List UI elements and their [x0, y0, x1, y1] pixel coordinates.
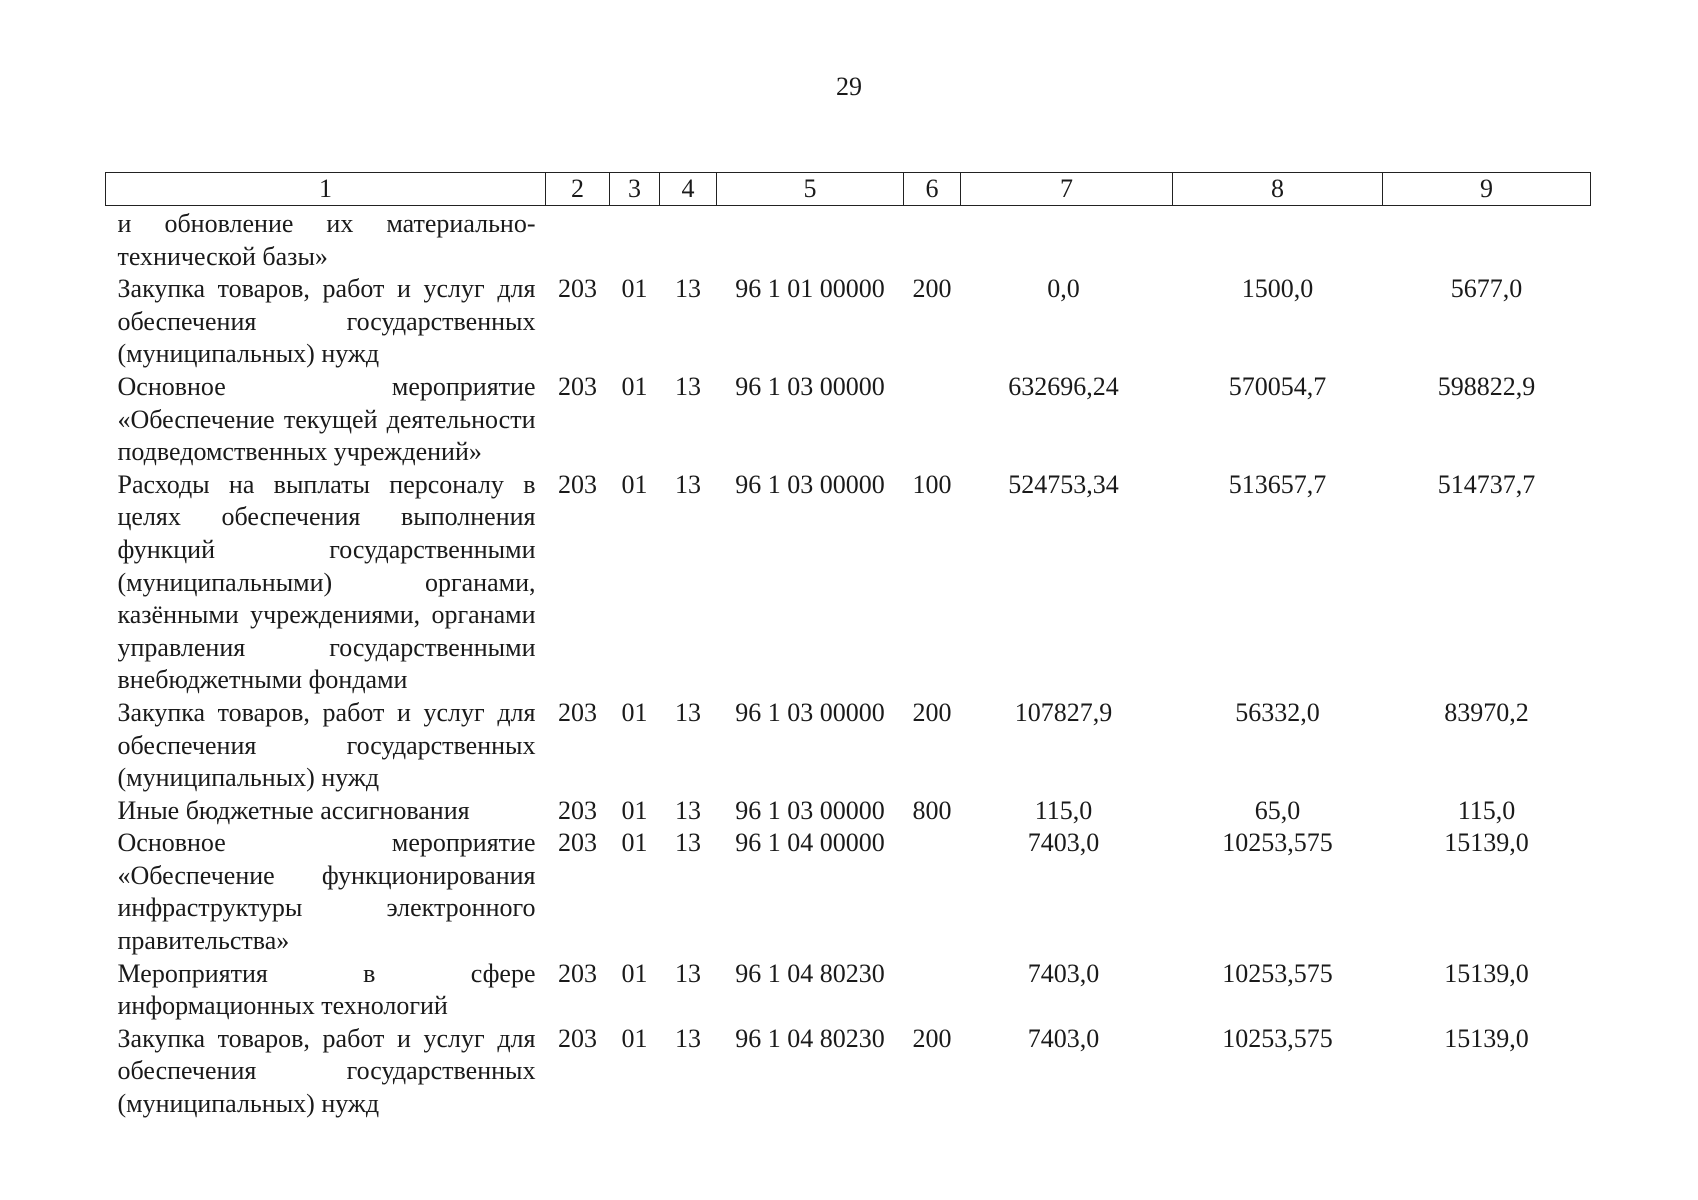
- row-target-code: 96 1 03 00000: [735, 697, 885, 727]
- row-section-code: 01: [621, 958, 648, 988]
- row-expense-type: 200: [912, 1023, 952, 1053]
- row-amount-col8: 10253,575: [1222, 1023, 1333, 1053]
- table-row: [106, 206, 1591, 274]
- table-row: [106, 827, 1591, 957]
- row-expense-type: [904, 958, 961, 1023]
- row-subsection-code: 13: [675, 697, 701, 727]
- header-col-4: 4: [660, 173, 717, 206]
- row-section-code: 01: [621, 697, 648, 727]
- row-subsection-code: 13: [675, 371, 701, 401]
- row-amount-col7: 0,0: [1047, 274, 1080, 304]
- row-section-code: 01: [621, 828, 648, 858]
- row-ministry-code: 203: [558, 1023, 597, 1053]
- row-amount-col8: 513657,7: [1228, 469, 1327, 499]
- row-amount-col8: 1500,0: [1241, 274, 1314, 304]
- table-row: [106, 795, 1591, 828]
- row-ministry-code: 203: [558, 697, 597, 727]
- row-amount-col8: 56332,0: [1235, 697, 1320, 727]
- header-col-8: 8: [1173, 173, 1383, 206]
- row-target-code: [717, 206, 904, 274]
- header-col-7: 7: [961, 173, 1173, 206]
- row-expense-type: [904, 206, 961, 274]
- row-name: и обновление их материально-технической базы»: [117, 209, 536, 271]
- row-section-code: 01: [621, 795, 648, 825]
- row-amount-col7: 7403,0: [1027, 828, 1100, 858]
- row-name: Основное мероприятие «Обеспечение текущей деятельности подведомственных учреждений»: [117, 371, 536, 467]
- row-ministry-code: [546, 206, 610, 274]
- row-amount-col7: 107827,9: [1014, 697, 1113, 727]
- row-section-code: 01: [621, 1023, 648, 1053]
- row-amount-col8: [1173, 206, 1383, 274]
- table-row: [106, 697, 1591, 795]
- row-subsection-code: 13: [675, 828, 701, 858]
- page-number: 29: [836, 72, 862, 101]
- row-ministry-code: 203: [558, 371, 597, 401]
- row-name: Закупка товаров, работ и услуг для обеспечения государственных (муниципальных) нужд: [117, 274, 536, 369]
- row-expense-type: [904, 827, 961, 957]
- table-row: [106, 1023, 1591, 1121]
- row-expense-type: 800: [912, 795, 952, 825]
- header-row: [106, 173, 1591, 206]
- row-amount-col8: 570054,7: [1228, 371, 1327, 401]
- row-amount-col8: 10253,575: [1222, 828, 1333, 858]
- row-target-code: 96 1 01 00000: [735, 274, 885, 304]
- budget-table: [105, 172, 1591, 1121]
- row-amount-col9: [1383, 206, 1591, 274]
- row-target-code: 96 1 04 00000: [735, 828, 885, 858]
- row-amount-col7: 115,0: [1034, 795, 1093, 825]
- row-subsection-code: 13: [675, 274, 701, 304]
- row-target-code: 96 1 04 80230: [735, 958, 885, 988]
- row-amount-col9: 83970,2: [1444, 697, 1529, 727]
- table-header: [106, 173, 1591, 206]
- row-amount-col7: 524753,34: [1008, 469, 1119, 499]
- row-section-code: 01: [621, 469, 648, 499]
- table-row: [106, 371, 1591, 469]
- row-expense-type: 200: [912, 697, 952, 727]
- table-row: [106, 958, 1591, 1023]
- row-target-code: 96 1 03 00000: [735, 795, 885, 825]
- row-target-code: 96 1 03 00000: [735, 371, 885, 401]
- row-expense-type: 100: [912, 469, 952, 499]
- row-ministry-code: 203: [558, 795, 597, 825]
- row-name: Закупка товаров, работ и услуг для обеспечения государственных (муниципальных) нужд: [117, 697, 536, 793]
- row-amount-col9: 15139,0: [1444, 828, 1529, 858]
- header-col-1: 1: [106, 173, 546, 206]
- table-row: [106, 469, 1591, 697]
- header-col-9: 9: [1383, 173, 1591, 206]
- row-amount-col9: 598822,9: [1437, 371, 1536, 401]
- row-amount-col9: 115,0: [1457, 795, 1516, 825]
- row-amount-col7: 632696,24: [1008, 371, 1119, 401]
- row-target-code: 96 1 04 80230: [735, 1023, 885, 1053]
- header-col-5: 5: [717, 173, 904, 206]
- row-subsection-code: 13: [675, 958, 701, 988]
- row-expense-type: [904, 371, 961, 469]
- row-name: Мероприятия в сфере информационных технологий: [117, 958, 536, 1021]
- row-section-code: 01: [621, 274, 648, 304]
- row-ministry-code: 203: [558, 274, 597, 304]
- row-ministry-code: 203: [558, 958, 597, 988]
- row-name: Закупка товаров, работ и услуг для обеспечения государственных (муниципальных) нужд: [117, 1023, 536, 1119]
- row-name: Расходы на выплаты персоналу в целях обеспечения выполнения функций государственными (муниципальными) органами, казёнными учреждениями, органами управления государственными внебюджетными фондами: [117, 469, 536, 695]
- row-amount-col9: 15139,0: [1444, 958, 1529, 988]
- row-expense-type: 200: [912, 274, 952, 304]
- row-subsection-code: 13: [675, 469, 701, 499]
- table-row: [106, 273, 1591, 371]
- row-amount-col8: 65,0: [1254, 795, 1301, 825]
- row-ministry-code: 203: [558, 469, 597, 499]
- row-amount-col9: 514737,7: [1437, 469, 1536, 499]
- row-subsection-code: [660, 206, 717, 274]
- row-subsection-code: 13: [675, 795, 701, 825]
- row-amount-col7: 7403,0: [1027, 958, 1100, 988]
- row-name: Основное мероприятие «Обеспечение функционирования инфраструктуры электронного правительства»: [117, 828, 536, 956]
- row-amount-col7: 7403,0: [1027, 1023, 1100, 1053]
- row-target-code: 96 1 03 00000: [735, 469, 885, 499]
- header-col-3: 3: [610, 173, 660, 206]
- row-amount-col9: 15139,0: [1444, 1023, 1529, 1053]
- row-amount-col7: [961, 206, 1173, 274]
- header-col-2: 2: [546, 173, 610, 206]
- row-amount-col8: 10253,575: [1222, 958, 1333, 988]
- row-amount-col9: 5677,0: [1450, 274, 1523, 304]
- row-ministry-code: 203: [558, 828, 597, 858]
- row-section-code: [610, 206, 660, 274]
- row-subsection-code: 13: [675, 1023, 701, 1053]
- header-col-6: 6: [904, 173, 961, 206]
- table-body: [106, 206, 1591, 1121]
- row-name: Иные бюджетные ассигнования: [117, 795, 470, 825]
- row-section-code: 01: [621, 371, 648, 401]
